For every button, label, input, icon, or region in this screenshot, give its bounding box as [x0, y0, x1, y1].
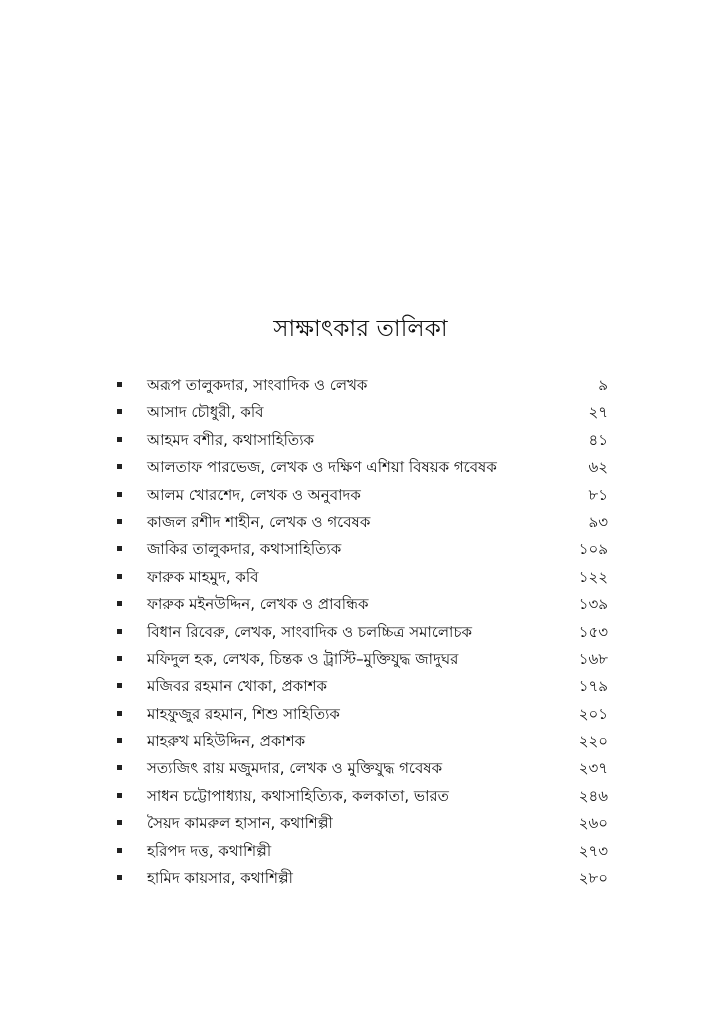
bullet-icon	[117, 382, 122, 387]
bullet-icon	[117, 683, 122, 688]
entry-page-number: ২২০	[578, 732, 608, 751]
entry-name: বিধান রিবেরু, লেখক, সাংবাদিক ও চলচ্চিত্র সমালোচক	[147, 622, 472, 641]
entry-name: ফারুক মইনউদ্দিন, লেখক ও প্রাবন্ধিক	[147, 595, 369, 614]
entry-name: অরূপ তালুকদার, সাংবাদিক ও লেখক	[147, 376, 368, 394]
list-item	[0, 701, 721, 728]
entry-name: মাহরুখ মহিউদ্দিন, প্রকাশক	[147, 732, 306, 751]
list-item	[0, 591, 721, 618]
entry-name: হরিপদ দত্ত, কথাশিল্পী	[147, 841, 272, 860]
list-item	[0, 838, 721, 865]
bullet-icon	[117, 848, 122, 853]
bullet-icon	[117, 793, 122, 798]
bullet-icon	[117, 437, 122, 442]
list-item	[0, 399, 721, 426]
list-item	[0, 482, 721, 509]
entry-name: জাকির তালুকদার, কথাসাহিত্যিক	[147, 540, 342, 559]
entry-page-number: ১৭৯	[578, 677, 608, 696]
entry-page-number: ৬২	[588, 458, 608, 477]
entry-name: মাহফুজুর রহমান, শিশু সাহিত্যিক	[147, 704, 340, 723]
entry-page-number: ৪১	[588, 430, 608, 449]
entry-name: আহমদ বশীর, কথাসাহিত্যিক	[147, 430, 315, 449]
interview-list	[0, 372, 721, 892]
bullet-icon	[117, 464, 122, 469]
entry-name: আলম খোরশেদ, লেখক ও অনুবাদক	[147, 485, 361, 504]
list-item	[0, 372, 721, 399]
entry-name: আলতাফ পারভেজ, লেখক ও দক্ষিণ এশিয়া বিষয়ক গবেষক	[147, 458, 497, 477]
entry-page-number: ২৭	[588, 403, 608, 422]
list-item	[0, 673, 721, 700]
bullet-icon	[117, 875, 122, 880]
bullet-icon	[117, 519, 122, 524]
list-item	[0, 783, 721, 810]
entry-page-number: ১০৯	[578, 540, 608, 559]
entry-name: সত্যজিৎ রায় মজুমদার, লেখক ও মুক্তিযুদ্ধ গবেষক	[147, 759, 443, 778]
entry-page-number: ১৩৯	[578, 595, 608, 614]
entry-page-number: ২৩৭	[578, 759, 608, 778]
page-title: সাক্ষাৎকার তালিকা	[273, 316, 448, 342]
list-item	[0, 728, 721, 755]
bullet-icon	[117, 409, 122, 414]
list-item	[0, 619, 721, 646]
entry-page-number: ১৫৩	[578, 622, 608, 641]
bullet-icon	[117, 546, 122, 551]
bullet-icon	[117, 629, 122, 634]
entry-name: মফিদুল হক, লেখক, চিন্তক ও ট্রাস্টি–মুক্তিযুদ্ধ জাদুঘর	[147, 649, 459, 668]
bullet-icon	[117, 711, 122, 716]
bullet-icon	[117, 574, 122, 579]
bullet-icon	[117, 738, 122, 743]
entry-name: মজিবর রহমান খোকা, প্রকাশক	[147, 677, 328, 696]
list-item	[0, 509, 721, 536]
list-item	[0, 865, 721, 892]
entry-name: হামিদ কায়সার, কথাশিল্পী	[147, 869, 293, 888]
entry-page-number: ৮১	[588, 485, 608, 504]
entry-page-number: ১৬৮	[578, 649, 608, 668]
list-item	[0, 427, 721, 454]
bullet-icon	[117, 820, 122, 825]
entry-name: ফারুক মাহমুদ, কবি	[147, 567, 259, 586]
entry-name: কাজল রশীদ শাহীন, লেখক ও গবেষক	[147, 512, 371, 531]
entry-name: সৈয়দ কামরুল হাসান, কথাশিল্পী	[147, 814, 333, 833]
entry-page-number: ৯	[598, 376, 608, 394]
entry-page-number: ১২২	[578, 567, 608, 586]
entry-page-number: ২০১	[578, 704, 608, 723]
bullet-icon	[117, 656, 122, 661]
list-item	[0, 646, 721, 673]
entry-page-number: ৯৩	[588, 512, 608, 531]
entry-name: আসাদ চৌধুরী, কবি	[147, 403, 264, 422]
list-item	[0, 536, 721, 563]
list-item	[0, 564, 721, 591]
entry-page-number: ২৮০	[578, 869, 608, 888]
bullet-icon	[117, 601, 122, 606]
bullet-icon	[117, 492, 122, 497]
list-item	[0, 810, 721, 837]
entry-page-number: ২৭৩	[578, 841, 608, 860]
entry-page-number: ২৬০	[578, 814, 608, 833]
entry-page-number: ২৪৬	[578, 786, 608, 805]
list-item	[0, 755, 721, 782]
bullet-icon	[117, 765, 122, 770]
entry-name: সাধন চট্টোপাধ্যায়, কথাসাহিত্যিক, কলকাতা, ভারত	[147, 786, 449, 805]
list-item	[0, 454, 721, 481]
